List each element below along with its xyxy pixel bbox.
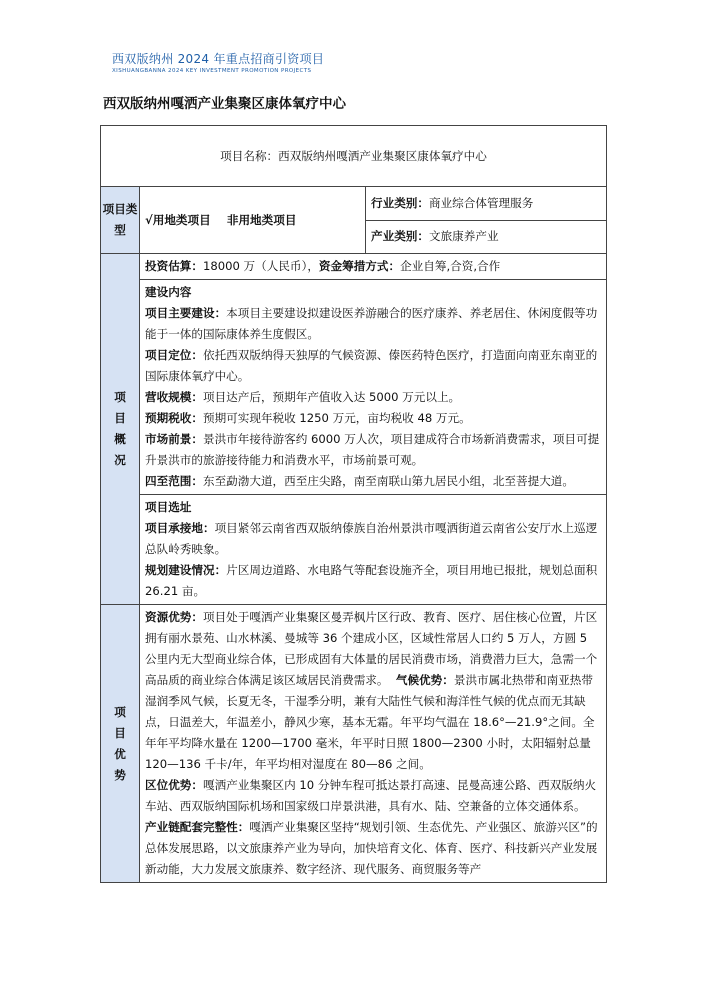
construction-heading: 建设内容 <box>145 285 192 299</box>
funding-key: 资金筹措方式： <box>318 259 401 273</box>
project-name: 项目名称：西双版纳州嘎洒产业集聚区康体氧疗中心 <box>101 126 607 187</box>
investment-value: 18000 万（人民币）， <box>202 259 319 273</box>
project-position-key: 项目定位： <box>145 348 203 362</box>
project-type-label: 项目类型 <box>101 187 140 254</box>
advantages-content <box>140 605 607 883</box>
planning-status <box>145 560 601 602</box>
industry-chain-value: 嘎洒产业集聚区坚持“规划引领、生态优先、产业强区、旅游兴区”的总体发展思路，以文旅康养产业为导向，加快培育文化、体育、医疗、科技新兴产业发展新动能，大力发展文旅康养、数字经济、现代服务、商贸服务等产 <box>145 820 598 876</box>
industry-category <box>366 187 606 220</box>
expected-tax-value: 预期可实现年税收 1250 万元，亩均税收 48 万元。 <box>202 411 471 425</box>
resource-advantage <box>145 607 601 775</box>
land-type: √用地类项目 非用地类项目 <box>140 187 366 253</box>
funding-value: 企业自筹,合资,合作 <box>400 259 501 273</box>
advantages-label: 项目优势 <box>101 605 140 883</box>
site-boundary <box>145 471 601 492</box>
revenue-scale <box>145 387 601 408</box>
site-boundary-value: 东至勐渤大道，西至庄尖路，南至南联山第九居民小组，北至菩提大道。 <box>202 474 574 488</box>
main-construction <box>145 303 601 345</box>
overview-label: 项目概况 <box>101 254 140 605</box>
investment-line <box>145 256 601 277</box>
project-table <box>100 125 607 883</box>
industry-category-value: 商业综合体管理服务 <box>428 195 534 210</box>
expected-tax <box>145 408 601 429</box>
site-heading: 项目选址 <box>145 500 192 514</box>
sector-category <box>366 220 606 254</box>
overview-content <box>140 254 607 605</box>
project-position <box>145 345 601 387</box>
site-location-key: 项目承接地： <box>145 521 215 535</box>
resource-advantage-value: 项目处于嘎洒产业集聚区曼弄枫片区行政、教育、医疗、居住核心位置，片区拥有丽水景苑、山水林溪、曼城等 36 个建成小区，区域性常居人口约 5 万人，方圆 5 公里内无大型商业综合体，已形成固有大体量的居民消费市场，消费潜力巨大，急需一个高品质的商业综合体满足该区域居民消费需求。 <box>145 610 598 687</box>
revenue-scale-value: 项目达产后，预期年产值收入达 5000 万元以上。 <box>202 390 461 404</box>
project-position-value: 依托西双版纳得天独厚的气候资源、傣医药特色医疗，打造面向南亚东南亚的国际康体氧疗中心。 <box>145 348 598 383</box>
page-header <box>112 52 324 75</box>
project-type-content <box>140 187 607 254</box>
revenue-scale-key: 营收规模： <box>145 390 203 404</box>
document-title: 西双版纳州嘎洒产业集聚区康体氧疗中心 <box>103 96 346 112</box>
industry-chain <box>145 817 601 880</box>
site-boundary-key: 四至范围： <box>145 474 203 488</box>
market-prospect-key: 市场前景： <box>145 432 203 446</box>
planning-status-key: 规划建设情况： <box>145 563 227 577</box>
sector-category-key: 产业类别： <box>371 229 429 244</box>
expected-tax-key: 预期税收： <box>145 411 203 425</box>
overview-row <box>101 254 607 605</box>
location-advantage-key: 区位优势： <box>145 778 203 792</box>
industry-chain-key: 产业链配套完整性： <box>145 820 250 834</box>
climate-advantage-value: 景洪市属北热带和南亚热带湿润季风气候，长夏无冬，干湿季分明，兼有大陆性气候和海洋性气候的优点而无其缺点，日温差大，年温差小，静风少寒，基本无霜。年平均气温在 18.6°—21.9°之间。全年年平均降水量在 1200—1700 毫米，年平时日照 1800—2300 小时，太阳辐射总量 120—136 千卡/年，年平均相对湿度在 80—86 之间。 <box>145 673 595 771</box>
project-type-row <box>101 187 607 254</box>
header-title-cn: 西双版纳州 2024 年重点招商引资项目 <box>112 52 325 66</box>
resource-advantage-key: 资源优势： <box>145 610 203 624</box>
market-prospect <box>145 429 601 471</box>
investment-key: 投资估算： <box>145 259 203 273</box>
location-advantage-value: 嘎洒产业集聚区内 10 分钟车程可抵达景打高速、昆曼高速公路、西双版纳火车站、西双版纳国际机场和国家级口岸景洪港，具有水、陆、空兼备的立体交通体系。 <box>145 778 597 813</box>
header-title-en: XISHUANGBANNA 2024 KEY INVESTMENT PROMOTION PROJECTS <box>112 68 312 74</box>
site-location-value: 项目紧邻云南省西双版纳傣族自治州景洪市嘎洒街道云南省公安厅水上巡逻总队岭秀映象。 <box>145 521 598 556</box>
advantages-row <box>101 605 607 883</box>
location-advantage <box>145 775 601 817</box>
sector-category-value: 文旅康养产业 <box>428 229 499 244</box>
market-prospect-value: 景洪市年接待游客约 6000 万人次，项目建成符合市场新消费需求，项目可提升景洪市的旅游接待能力和消费水平，市场前景可观。 <box>145 432 600 467</box>
climate-advantage-key: 气候优势： <box>395 673 454 687</box>
main-construction-key: 项目主要建设： <box>145 306 227 320</box>
industry-category-key: 行业类别： <box>371 195 429 210</box>
site-location <box>145 518 601 560</box>
main-construction-value: 本项目主要建设拟建设医养游融合的医疗康养、养老居住、休闲度假等功能于一体的国际康体养生度假区。 <box>145 306 598 341</box>
planning-status-value: 片区周边道路、水电路气等配套设施齐全，项目用地已报批，规划总面积 26.21 亩。 <box>145 563 598 598</box>
project-name-row <box>101 126 607 187</box>
